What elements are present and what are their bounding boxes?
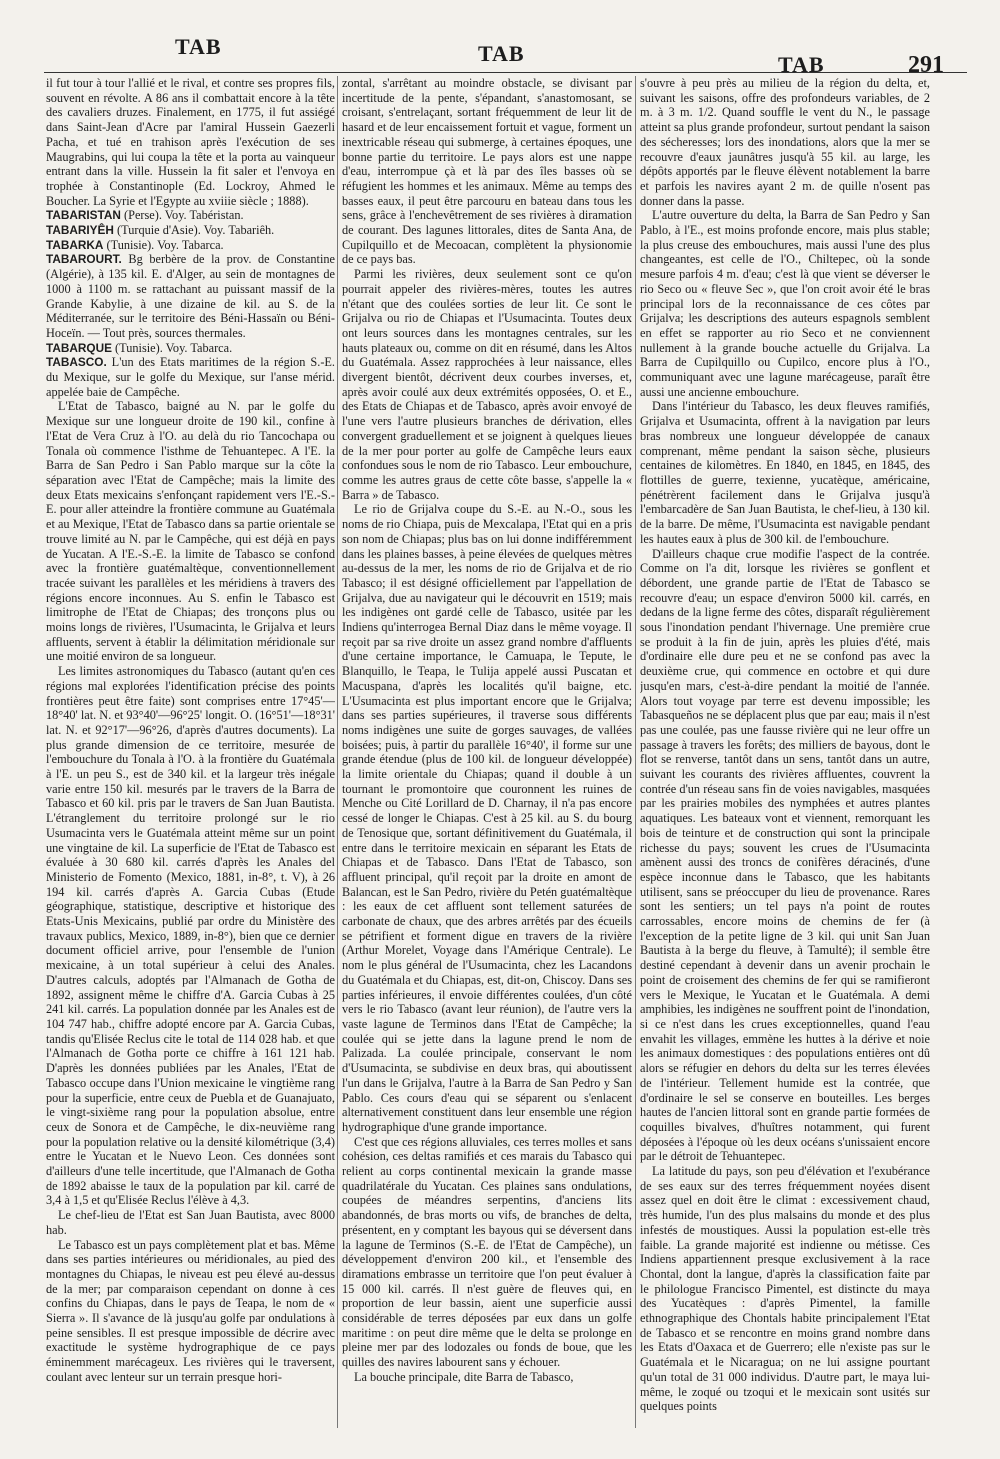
paragraph: Dans l'intérieur du Tabasco, les deux fleuves ramifiés, Grijalva et Usumacinta, offrent à la navigation par leurs bras nombreux une longueur développée de canaux comprenant, même pendant la saison sèche, plusieurs centaines de kilomètres. En 1840, en 1845, en 1845, des flottilles de guerre, texienne, yucatèque, américaine, pénétrèrent facilement dans le Grijalva jusqu'à l'embarcadère de San Juan Bautista, le chef-lieu, à 130 kil. de la barre. De même, l'Usumacinta est navigable pendant les hautes eaux à plus de 300 kil. de l'embouchure. — [640, 399, 930, 546]
entry-headword: TABARISTAN — [46, 208, 121, 223]
entry-headword: TABARIYÊH — [46, 223, 114, 238]
entry-headword: TABARQUE — [46, 340, 112, 355]
entry-headword: TABASCO. — [46, 355, 107, 370]
paragraph: D'ailleurs chaque crue modifie l'aspect de la contrée. Comme on l'a dit, lorsque les rivières se gonflent et débordent, une grande partie de l'Etat de Tabasco se recouvre d'eau; un espace d'environ 5000 kil. carrés, en dedans de la ligne ferme des côtes, disparaît régulièrement sous l'inondation pendant l'hivernage. Une première crue se produit à la fin de juin, après les pluies d'été, mais d'ordinaire elle dure peu et ne se confond pas avec la deuxième crue, qui commence en octobre et qui dure jusqu'en mars, c'est-à-dire pendant la moitié de l'année. Alors tout voyage par terre est devenu impossible; les Tabasqueños ne se déplacent plus que par eau; mais il n'est pas une coulée, pas une fausse rivière qui ne leur offre un passage à travers les forêts; des milliers de bayous, dont le flot se renverse, tantôt dans un sens, tantôt dans un autre, suivant les courants des rivières affluentes, couvrent la contrée d'un réseau sans fin de voies navigables, masquées par les prairies mobiles des nymphées et autres plantes aquatiques. Les bateaux vont et viennent, remorquant les bois de teinture et de construction qui sont la principale richesse du pays; souvent les crues de l'Usumacinta amènent aussi des troncs de conifères déracinés, d'une espèce inconnue dans le Tabasco, que les habitants utilisent, sans se préoccuper du lieu de provenance. Rares sont les sentiers; un tel pays n'a point de routes carrossables, encore moins de chemins de fer (à l'exception de la petite ligne de 3 kil. qui unit San Juan Bautista à la berge du fleuve, à Tamulté); il semble être destiné cependant à devenir dans un avenir prochain le point de croisement des chemins de fer qui se ramifieront vers le Mexique, le Yucatan et le Guatémala. A demi amphibies, les indigènes ne souffrent point de l'inondation, si ce n'est dans les crues exceptionnelles, quand l'eau envahit les villages, emmène les huttes à la dérive et noie les animaux domestiques : des populations entières ont dû alors se réfugier en dehors du delta sur les terres élevées de l'intérieur. Tellement humide est la contrée, que d'ordinaire le sel se conserve en bouteilles. Les berges hautes de l'ancien littoral sont en grande partie formées de coquilles bivalves, d'huîtres notamment, qui furent déposées à l'époque où les deux océans s'unissaient encore par le détroit de Tehuantepec. — [640, 546, 930, 1164]
text-column-3 — [640, 76, 930, 1436]
paragraph: Le chef-lieu de l'Etat est San Juan Bautista, avec 8000 hab. — [46, 1208, 335, 1237]
paragraph: Le Tabasco est un pays complètement plat et bas. Même dans ses parties intérieures ou méridionales, au pied des montagnes du Chiapas, le niveau est peu élevé au-dessus de la mer; par comparaison cependant on donne à ces confins du Chiapas, dans le pays de Teapa, le nom de « Sierra ». Il s'avance de là jusqu'au golfe par ondulations à peine sensibles. Il est presque impossible de décrire avec exactitude le système hydrographique de ce pays éminemment marécageux. Les rivières qui le traversent, coulant avec lenteur sur un terrain presque hori- — [46, 1237, 335, 1384]
entry-text: (Tunisie). Voy. Tabarca. — [103, 237, 224, 252]
entry-tabarque — [46, 341, 335, 356]
paragraph: s'ouvre à peu près au milieu de la région du delta, et, suivant les saisons, offre des profondeurs variables, de 2 m. à 3 m. 1/2. Quand souffle le vent du N., le passage atteint sa plus grande profondeur, surtout pendant la saison des sécheresses; lors des inondations, alors que la mer se recouvre d'eaux jaunâtres jusqu'à 55 kil. au large, les dépôts apportés par le fleuve élèvent notablement la barre et parfois les navires ayant 2 m. de quille n'osent pas donner dans la passe. — [640, 76, 930, 208]
entry-text: (Perse). Voy. Tabéristan. — [120, 208, 244, 223]
paragraph: L'autre ouverture du delta, la Barra de San Pedro y San Pablo, à l'E., est moins profonde encore, mais plus stable; la plus creuse des embouchures, mais aussi l'une des plus changeantes, est celle de l'O., Chiltepec, où la sonde mesure parfois 4 m. d'eau; c'est là que vient se déverser le rio Seco ou « fleuve Sec », que l'on croit avoir été le bras principal lors de la reconnaissance de ces côtes par Grijalva; les descriptions des auteurs espagnols semblent en effet se rapporter au rio Seco et ne conviennent nullement à la grande bouche actuelle du Grijalva. La Barra de Cupilquillo ou Cupilco, encore plus à l'O., communiquant avec une lagune marécageuse, paraît être aussi une ancienne embouchure. — [640, 208, 930, 399]
running-head-center: TAB — [478, 41, 525, 66]
paragraph: zontal, s'arrêtant au moindre obstacle, se divisant par incertitude de la pente, s'épandant, s'anastomosant, se croisant, s'entrelaçant, sortant fréquemment de leur lit de hasard et de leur encaissement fortuit et vague, forment un inextricable réseau qui submerge, à certaines époques, une bonne partie du territoire. Le pays alors est une nappe d'eau, interrompue çà et là par des îles basses où se réfugient les hommes et les animaux. Même au temps des basses eaux, il peut être parcouru en bateau dans tous les sens, grâce à l'enchevêtrement de ses rivières à diramation de courant. Des lagunes littorales, dites de Santa Ana, de Cupilquillo et de Mecoacan, complètent la physionomie de ce pays bas. — [342, 76, 632, 267]
paragraph: Les limites astronomiques du Tabasco (autant qu'en ces régions mal explorées l'identification précise des points frontières peut être faite) sont comprises entre 17°45'—18°40' lat. N. et 93°40'—96°25' longit. O. (16°51'—18°31' lat. N. et 92°17'—96°26, d'après d'autres documents). La plus grande dimension de ce territoire, mesurée de l'embouchure du Tonala à l'O. à la frontière du Guatémala à l'E. un peu S., est de 340 kil. et la largeur très inégale varie entre 150 kil. mesurés par le travers de la Barra de Tabasco et 60 kil. pris par le travers de San Juan Bautista. L'étranglement du territoire prolongé sur le rio Usumacinta vers le Guatémala atteint même sur un point une vingtaine de kil. La superficie de l'Etat de Tabasco est évaluée à 30 680 kil. carrés d'après les Anales del Ministerio de Fomento (Mexico, 1881, in-8°, t. V), à 26 194 kil. carrés d'après A. Garcia Cubas (Etude géographique, statistique, descriptive et historique des Etats-Unis Mexicains, publié par ordre du Ministère des travaux publics, Mexico, 1889, in-8°), bien que ce dernier document officiel arrive, pour l'ensemble de l'union mexicaine, à un total supérieur à celui des Anales. D'autres calculs, adoptés par l'Almanach de Gotha de 1892, assignent même le chiffre d'A. Garcia Cubas à 25 241 kil. carrés. La population donnée par les Anales est de 104 747 hab., chiffre adopté encore par A. Garcia Cubas, tandis qu'Elisée Reclus cite le total de 114 028 hab. et que l'Almanach de Gotha porte ce chiffre à 161 121 hab. D'après les données publiées par les Anales, l'Etat de Tabasco occupe dans l'Union mexicaine le vingtième rang pour la superficie, entre ceux de Puebla et de Guanajuato, le vingt-sixième rang pour la population absolue, entre ceux de Sonora et de Campêche, le dix-neuvième rang pour la population relative ou la densité kilométrique (3,4) entre le Yucatan et le Nuevo Leon. Ces données sont d'ailleurs d'une telle incertitude, que l'Almanach de Gotha de 1892 abaisse le taux de la population par kil. carré de 3,4 à 1,5 et qu'Elisée Reclus l'élève à 4,3. — [46, 664, 335, 1208]
paragraph: C'est que ces régions alluviales, ces terres molles et sans cohésion, ces deltas ramifiés et ces marais du Tabasco qui relient au corps continental mexicain la grande masse quadrilatérale du Yucatan. Ces plaines sans ondulations, coupées de méandres serpentins, d'anciens lits abandonnés, de bras morts ou vifs, de branches de delta, présentent, en y comptant les bayous qui se déversent dans la lagune de Terminos (S.-E. de l'Etat de Campêche), un développement d'environ 200 kil., et l'ensemble des diramations embrasse un territoire que l'on peut évaluer à 15 000 kil. carrés. Il n'est guère de fleuves qui, en proportion de leur bassin, aient une superficie aussi considérable de terres déposées par eux dans un golfe maritime : on peut dire même que le delta se prolonge en pleine mer par des lodozales ou fonds de boue, que les quilles des navires labourent sans y échouer. — [342, 1134, 632, 1370]
entry-text: (Turquie d'Asie). Voy. Tabariêh. — [113, 223, 275, 238]
entry-tabasco — [46, 355, 335, 399]
entry-headword: TABARKA — [46, 237, 104, 252]
text-column-1 — [46, 76, 335, 1436]
running-head-right: TAB — [778, 52, 825, 77]
entry-tabarka — [46, 238, 335, 253]
paragraph: Parmi les rivières, deux seulement sont ce qu'on pourrait appeler des rivières-mères, toutes les autres n'étant que des coulées sorties de leur lit. Ce sont le Grijalva ou rio de Chiapas et l'Usumacinta. Toutes deux ont leurs sources dans les montagnes centrales, sur les hauts plateaux ou, comme on dit en résumé, dans les Altos du Guatémala. Assez rapprochées à leur naissance, elles divergent bientôt, décrivent deux courbes inverses, et, après avoir coulé aux deux extrémités opposées, O. et E., des Etats de Chiapas et de Tabasco, après avoir envoyé de l'une vers l'autre plusieurs branches de dérivation, elles convergent graduellement et se joignent à quelques lieues de la mer pour porter au golfe de Campêche leurs eaux confondues sous le nom de rio Tabasco. Leur embouchure, comme les autres graus de cette côte basse, s'appelle la « Barra » de Tabasco. — [342, 267, 632, 502]
entry-text: L'un des Etats maritimes de la région S.-E. du Mexique, sur le golfe du Mexique, sur l'anse mérid. appelée baie de Campêche. — [46, 355, 335, 399]
paragraph: Le rio de Grijalva coupe du S.-E. au N.-O., sous les noms de rio Chiapa, puis de Mexcalapa, l'Etat qui en a pris son nom de Chiapas; plus bas on lui donne indifféremment dans les plaines basses, à peine élevées de quelques mètres au-dessus de la mer, les noms de rio de Grijalva et de rio Tabasco; il est désigné officiellement par l'appellation de Grijalva, due au navigateur qui le découvrit en 1519; mais les indigènes ont gardé celle de Tabasco, usitée par les Indiens qu'interrogea Bernal Diaz dans le même voyage. Il reçoit par sa rive droite un assez grand nombre d'affluents d'une certaine importance, le Camuapa, le Tepute, le Blanquillo, le Teapa, le Tulija appelé aussi Puscatan et Macuspana, d'après les localités qu'il baigne, etc. L'Usumacinta est plus important encore que le Grijalva; dans ses parties supérieures, il traverse sous différents noms indigènes une suite de gorges sauvages, de vallées boisées; puis, à partir du parallèle 16°40', il forme sur une grande étendue (plus de 100 kil. de longueur développée) la limite orientale du Chiapas; quand il double à un tournant le promontoire que couronnent les ruines de Menche ou Cité Lorillard de D. Charnay, il n'a pas encore cessé de longer le Chiapas. C'est à 25 kil. au S. du bourg de Tenosique que, sortant définitivement du Guatémala, il entre dans le territoire mexicain en séparant les Etats de Chiapas et de Tabasco. Dans l'Etat de Tabasco, son affluent principal, qu'il reçoit par la droite en amont de Balancan, est le San Pedro, rivière du Petén guatémaltèque : les eaux de cet affluent sont tellement saturées de carbonate de chaux, que des arbres arrêtés par des écueils se pétrifient et forment digue en travers de la rivière (Arthur Morelet, Voyage dans l'Amérique Centrale). Le nom le plus général de l'Usumacinta, chez les Lacandons du Guatémala et du Chiapas, est, dit-on, Chiscoy. Dans ses parties inférieures, il envoie différentes coulées, d'un côté vers le rio Tabasco (avant leur réunion), de l'autre vers la vaste lagune de Terminos dans l'Etat de Campêche; la coulée qui se jette dans la lagune prend le nom de Palizada. La coulée principale, conservant le nom d'Usumacinta, se subdivise en deux bras, qui aboutissent l'un dans le Grijalva, l'autre à la Barra de San Pedro y San Pablo. Ces cours d'eau qui se séparent ou s'enlacent alternativement constituent dans leur ensemble une région hydrographique d'une grande importance. — [342, 502, 632, 1134]
header-rule — [44, 72, 967, 73]
entry-tabaristan — [46, 208, 335, 223]
entry-tabarourt — [46, 252, 335, 340]
column-divider — [635, 76, 636, 1428]
running-head-left: TAB — [175, 34, 222, 59]
entry-tabariyeh — [46, 223, 335, 238]
column-divider — [337, 76, 338, 1428]
entry-text: Bg berbère de la prov. de Constantine (Algérie), à 135 kil. E. d'Alger, au sein de montagnes de 1000 à 1100 m. se rattachant au puissant massif de la Grande Kabylie, à une dizaine de kil. au S. de la Méditerranée, sur le territoire des Béni-Hassaïn ou Béni-Hoceïn. — Tout près, sources thermales. — [46, 252, 335, 340]
paragraph: L'Etat de Tabasco, baigné au N. par le golfe du Mexique sur une longueur droite de 190 kil., confine à l'Etat de Vera Cruz à l'O. au delà du rio Tancochapa ou Tonala où commence l'isthme de Tehuantepec. A l'E. la Barra de San Pedro i San Pablo marque sur la côte la séparation avec l'Etat de Campêche; mais la limite des deux Etats mexicains s'enfonçant rapidement vers l'E.-S.-E. pour aller atteindre la frontière commune au Guatémala et au Mexique, l'Etat de Tabasco dans sa partie orientale se trouve limité au N. par le Campêche, qui est déjà en pays de Yucatan. A l'E.-S.-E. la limite de Tabasco se confond avec la frontière guatémaltèque, conventionnellement tracée suivant les parallèles et les méridiens à travers des régions encore inconnues. Au S. enfin le Tabasco est limitrophe de l'Etat de Chiapas; des tronçons plus ou moins longs de rivières, l'Usumacinta, le Grijalva et leurs affluents, servent à établir la délimitation méridionale sur une moitié environ de sa longueur. — [46, 399, 335, 664]
paragraph: La latitude du pays, son peu d'élévation et l'exubérance de ses eaux sur des terres fréquemment noyées disent assez quel en doit être le climat : excessivement chaud, très humide, l'un des plus malsains du monde et des plus infestés de moustiques. Aussi la population est-elle très faible. La grande majorité est indienne ou métisse. Ces Indiens appartiennent presque exclusivement à la race Chontal, dont la langue, d'après la classification faite par le philologue Francisco Pimentel, est distincte du maya des Yucatèques : d'après Pimentel, la famille ethnographique des Chontals habite principalement l'Etat de Tabasco et se rencontre en moins grand nombre dans les Etats d'Oaxaca et de Guerrero; elle n'existe pas sur le Guatémala et le Nicaragua; on ne lui assigne pourtant qu'un total de 31 000 individus. D'autre part, le maya lui-même, le zoqué ou tzoqui et le mexicain sont usités sur quelques points — [640, 1164, 930, 1414]
page-number: 291 — [908, 52, 944, 78]
paragraph: il fut tour à tour l'allié et le rival, et contre ses propres fils, souvent en révolte. A 86 ans il combattait encore à la tête des cavaliers druzes. Finalement, en 1775, il fut assiégé dans Saint-Jean d'Acre par l'amiral Hussein Gaezerli Pacha, et tué en trahison après l'exécution de ses Maugrabins, qui lui coupa la tête et la porta au vainqueur entrant dans la ville. Hussein la fit saler et l'envoya en trophée à Constantinople (Ed. Lockroy, Ahmed le Boucher. La Syrie et l'Egypte au xviiie siècle ; 1888). — [46, 76, 335, 208]
paragraph: La bouche principale, dite Barra de Tabasco, — [354, 1369, 574, 1384]
text-column-2 — [342, 76, 632, 1436]
entry-headword: TABAROURT. — [46, 252, 122, 267]
entry-text: (Tunisie). Voy. Tabarca. — [111, 340, 233, 355]
